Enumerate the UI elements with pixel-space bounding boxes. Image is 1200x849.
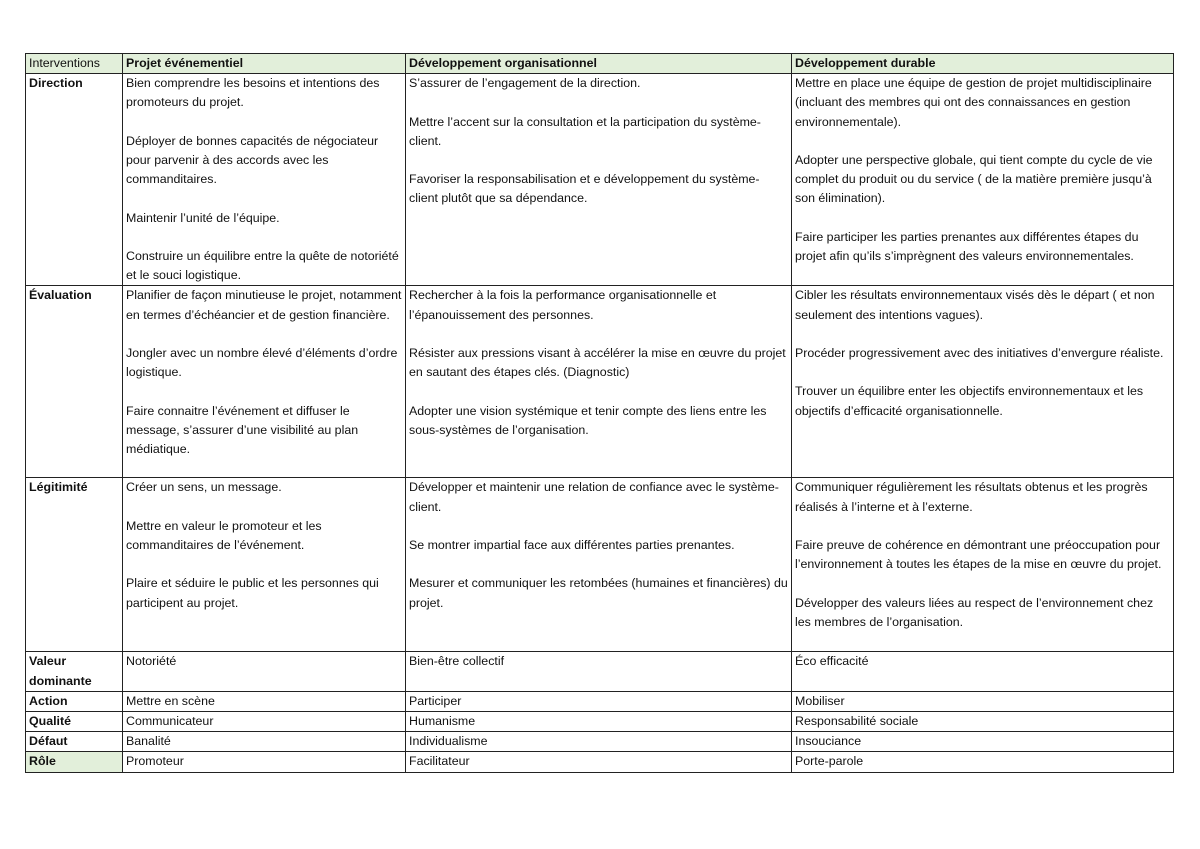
table-row-legitimite <box>26 478 1174 652</box>
row-label-evaluation: Évaluation <box>26 286 123 478</box>
paragraph: Mettre en place une équipe de gestion de projet multidisciplinaire (incluant des membres qui ont des connaissances en gestion environnementale). <box>795 76 1152 129</box>
cell-evaluation-durable <box>792 286 1174 478</box>
paragraph: Maintenir l’unité de l’équipe. <box>126 210 280 225</box>
cell-qualite-durable: Responsabilité sociale <box>792 712 1174 732</box>
paragraph: Jongler avec un nombre élevé d’éléments d’ordre logistique. <box>126 345 398 380</box>
row-label-valeur-dominante: Valeur dominante <box>26 652 123 691</box>
table-row-action <box>26 691 1174 711</box>
table-row-valeur-dominante <box>26 652 1174 691</box>
cell-direction-organisationnel <box>406 74 792 286</box>
cell-valeur-organisationnel: Bien-être collectif <box>406 652 792 691</box>
header-developpement-organisationnel: Développement organisationnel <box>406 54 792 74</box>
paragraph: Construire un équilibre entre la quête de notoriété et le souci logistique. <box>126 248 399 283</box>
paragraph: Trouver un équilibre enter les objectifs environnementaux et les objectifs d’efficacité organisationnelle. <box>795 384 1144 418</box>
paragraph: Favoriser la responsabilisation et e développement du système-client plutôt que sa dépendance. <box>409 172 760 206</box>
cell-defaut-projet: Banalité <box>123 732 406 752</box>
paragraph: Développer et maintenir une relation de confiance avec le système-client. <box>409 480 779 514</box>
paragraph: Mettre l’accent sur la consultation et la participation du système-client. <box>409 114 761 148</box>
paragraph: Développer des valeurs liées au respect de l’environnement chez les membres de l’organisation. <box>795 595 1154 629</box>
paragraph: Rechercher à la fois la performance organisationnelle et l’épanouissement des personnes. <box>409 288 717 322</box>
cell-valeur-projet: Notoriété <box>123 652 406 691</box>
row-label-defaut: Défaut <box>26 732 123 752</box>
cell-evaluation-organisationnel <box>406 286 792 478</box>
paragraph: Adopter une perspective globale, qui tient compte du cycle de vie complet du produit ou du service ( de la matière première jusqu’à son élimination). <box>795 153 1153 206</box>
cell-direction-durable <box>792 74 1174 286</box>
cell-action-durable: Mobiliser <box>792 691 1174 711</box>
paragraph: Communiquer régulièrement les résultats obtenus et les progrès réalisés à l’interne et à l’externe. <box>795 480 1148 514</box>
cell-valeur-durable: Éco efficacité <box>792 652 1174 691</box>
row-label-role: Rôle <box>26 752 123 772</box>
header-interventions: Interventions <box>26 54 123 74</box>
paragraph: Plaire et séduire le public et les personnes qui participent au projet. <box>126 576 379 610</box>
paragraph: Procéder progressivement avec des initiatives d’envergure réaliste. <box>795 345 1164 360</box>
paragraph: Faire preuve de cohérence en démontrant une préoccupation pour l’environnement à toutes les étapes de la mise en œuvre du projet. <box>795 537 1162 572</box>
paragraph: Résister aux pressions visant à accélérer la mise en œuvre du projet en sautant des étapes clés. (Diagnostic) <box>409 345 786 380</box>
cell-role-durable: Porte-parole <box>792 752 1174 772</box>
table-row-evaluation <box>26 286 1174 478</box>
paragraph: Mettre en valeur le promoteur et les commanditaires de l’événement. <box>126 518 322 552</box>
paragraph: Se montrer impartial face aux différentes parties prenantes. <box>409 537 735 552</box>
paragraph: Adopter une vision systémique et tenir compte des liens entre les sous-systèmes de l’organisation. <box>409 403 767 437</box>
cell-defaut-organisationnel: Individualisme <box>406 732 792 752</box>
cell-role-projet: Promoteur <box>123 752 406 772</box>
table-row-role <box>26 752 1174 772</box>
cell-action-projet: Mettre en scène <box>123 691 406 711</box>
cell-legitimite-organisationnel <box>406 478 792 652</box>
paragraph: Cibler les résultats environnementaux visés dès le départ ( et non seulement des intentions vagues). <box>795 288 1155 322</box>
paragraph: S’assurer de l’engagement de la direction. <box>409 76 641 91</box>
row-label-legitimite: Légitimité <box>26 478 123 652</box>
row-label-qualite: Qualité <box>26 712 123 732</box>
cell-role-organisationnel: Facilitateur <box>406 752 792 772</box>
cell-evaluation-projet <box>123 286 406 478</box>
header-projet-evenementiel: Projet événementiel <box>123 54 406 74</box>
interventions-table <box>25 53 1174 773</box>
paragraph: Créer un sens, un message. <box>126 480 282 495</box>
cell-legitimite-durable <box>792 478 1174 652</box>
paragraph: Faire participer les parties prenantes aux différentes étapes du projet afin qu’ils s’imprègnent des valeurs environnementales. <box>795 229 1139 263</box>
header-developpement-durable: Développement durable <box>792 54 1174 74</box>
row-label-action: Action <box>26 691 123 711</box>
paragraph: Bien comprendre les besoins et intentions des promoteurs du projet. <box>126 76 380 110</box>
paragraph: Mesurer et communiquer les retombées (humaines et financières) du projet. <box>409 576 788 610</box>
paragraph: Déployer de bonnes capacités de négociateur pour parvenir à des accords avec les commanditaires. <box>126 133 379 187</box>
cell-qualite-organisationnel: Humanisme <box>406 712 792 732</box>
table-row-direction <box>26 74 1174 286</box>
cell-legitimite-projet <box>123 478 406 652</box>
table-row-qualite <box>26 712 1174 732</box>
cell-action-organisationnel: Participer <box>406 691 792 711</box>
cell-defaut-durable: Insouciance <box>792 732 1174 752</box>
table-header-row <box>26 54 1174 74</box>
paragraph: Faire connaitre l’événement et diffuser le message, s’assurer d’une visibilité au plan médiatique. <box>126 403 359 456</box>
paragraph: Planifier de façon minutieuse le projet, notamment en termes d’échéancier et de gestion financière. <box>126 288 402 322</box>
cell-direction-projet <box>123 74 406 286</box>
table-row-defaut <box>26 732 1174 752</box>
cell-qualite-projet: Communicateur <box>123 712 406 732</box>
row-label-direction: Direction <box>26 74 123 286</box>
